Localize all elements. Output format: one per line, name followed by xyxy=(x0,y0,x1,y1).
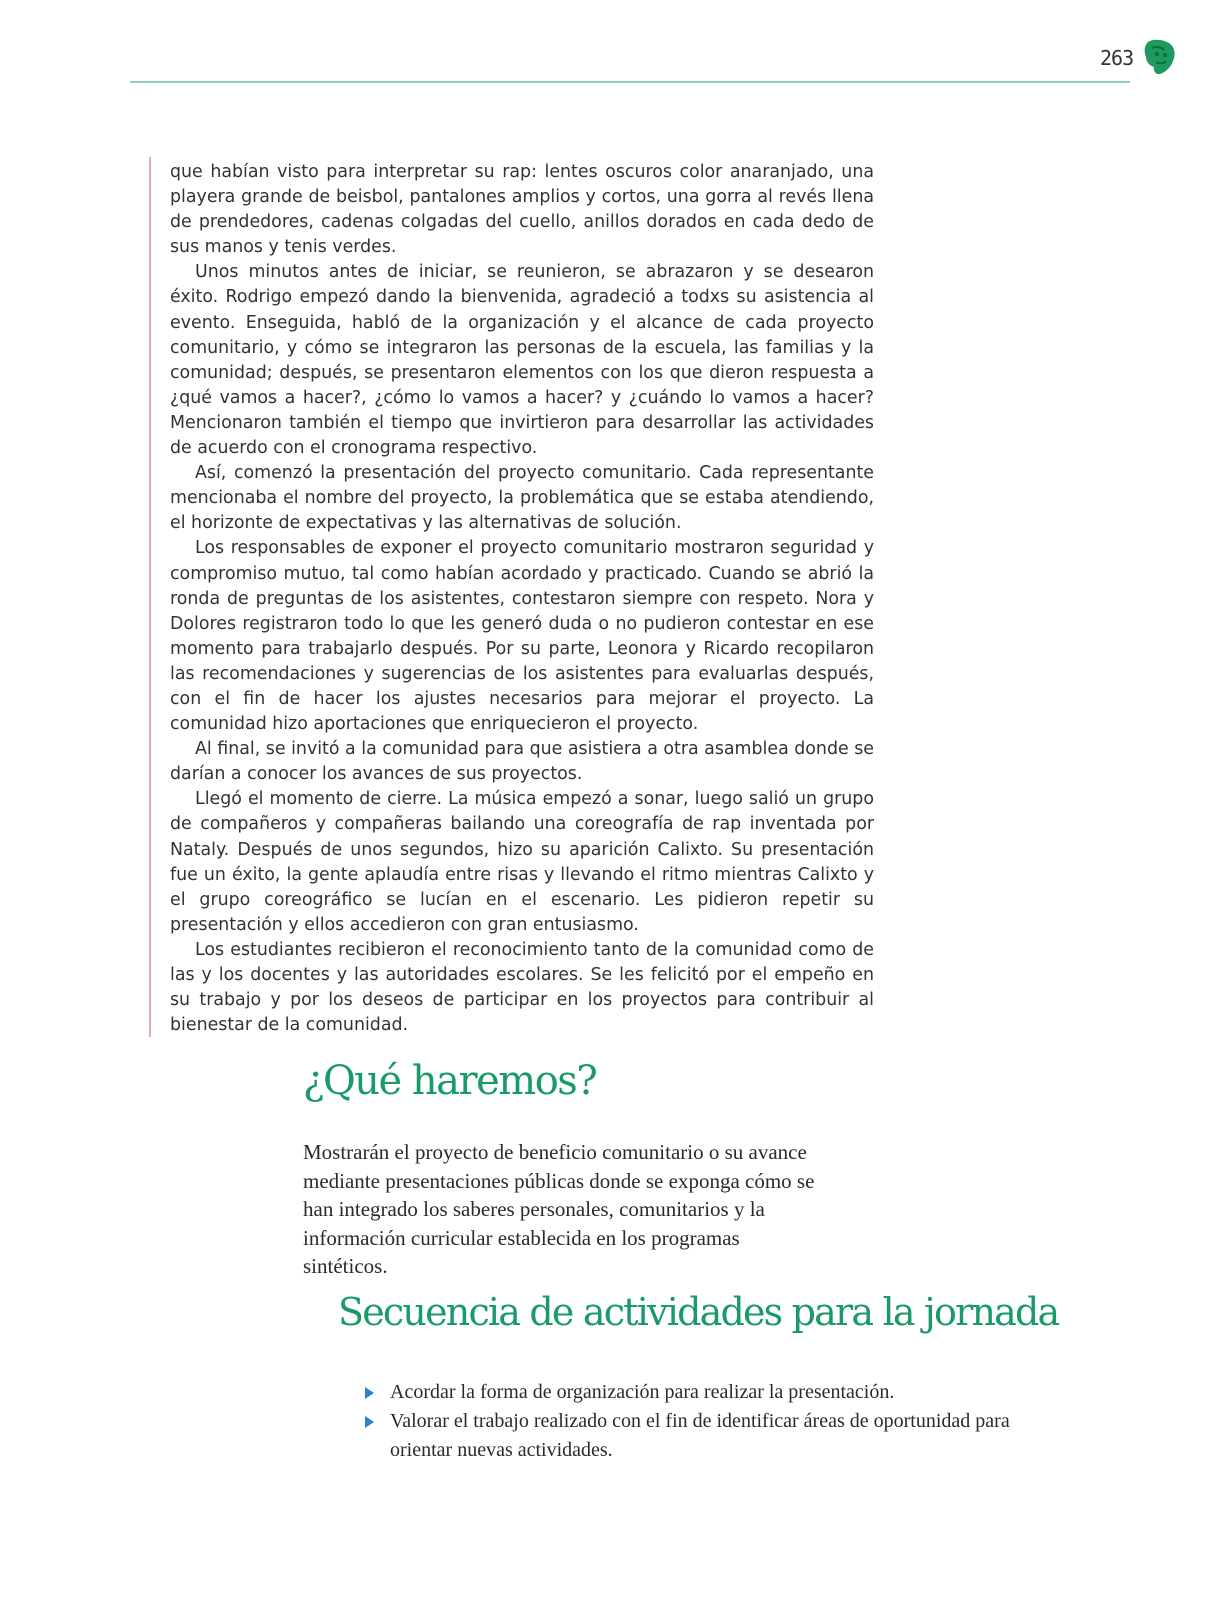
que-haremos-heading: ¿Qué haremos? xyxy=(303,1058,597,1104)
story-paragraph: que habían visto para interpretar su rap: lentes oscuros color anaranjado, una playera grande de beisbol, pantalones amplios y cortos, una gorra al revés llena de prendedores, cadenas colgadas del cuello, anillos dorados en cada dedo de sus manos y tenis verdes. xyxy=(170,162,874,258)
page-number: 263 xyxy=(1100,46,1134,70)
story-paragraph: Unos minutos antes de iniciar, se reunieron, se abrazaron y se desearon éxito. Rodrigo empezó dando la bienvenida, agradeció a todxs su asistencia al evento. Enseguida, habló de la organización y el alcance de cada proyecto comunitario, y cómo se integraron las personas de la escuela, las familias y la comunidad; después, se presentaron elementos con los que dieron respuesta a ¿qué vamos a hacer?, ¿cómo lo vamos a hacer? y ¿cuándo lo vamos a hacer? Mencionaron también el tiempo que invirtieron para desarrollar las actividades de acuerdo con el cronograma respectivo. xyxy=(170,262,874,459)
activities-list xyxy=(362,1378,1022,1465)
triangle-bullet-icon xyxy=(365,1416,374,1428)
story-paragraph: Los responsables de exponer el proyecto comunitario mostraron seguridad y compromiso mutuo, tal como habían acordado y practicado. Cuando se abrió la ronda de preguntas de los asistentes, contestaron siempre con respeto. Nora y Dolores registraron todo lo que les generó duda o no pudieron contestar en ese momento para trabajarlo después. Por su parte, Leonora y Ricardo recopilaron las recomendaciones y sugerencias de los asistentes para evaluarlas después, con el fin de hacer los ajustes necesarios para mejorar el proyecto. La comunidad hizo aportaciones que enriquecieron el proyecto. xyxy=(170,538,874,735)
margin-accent-bar xyxy=(149,157,151,1037)
story-paragraph: Al final, se invitó a la comunidad para que asistiera a otra asamblea donde se darían a conocer los avances de sus proyectos. xyxy=(170,739,874,785)
activity-text: Acordar la forma de organización para realizar la presentación. xyxy=(390,1381,895,1403)
list-item xyxy=(362,1407,1022,1465)
story-paragraph: Los estudiantes recibieron el reconocimiento tanto de la comunidad como de las y los docentes y las autoridades escolares. Se les felicitó por el empeño en su trabajo y por los deseos de participar en los proyectos para contribuir al bienestar de la comunidad. xyxy=(170,939,874,1036)
que-haremos-text: Mostrarán el proyecto de beneficio comunitario o su avance mediante presentaciones públicas donde se exponga cómo se han integrado los saberes personales, comunitarios y la información curricular establecida en los programas sintéticos. xyxy=(303,1140,815,1279)
secuencia-heading: Secuencia de actividades para la jornada xyxy=(338,1290,1059,1334)
triangle-bullet-icon xyxy=(365,1387,374,1399)
header-rule xyxy=(130,81,1130,83)
story-paragraph: Así, comenzó la presentación del proyecto comunitario. Cada representante mencionaba el nombre del proyecto, la problemática que se estaba atendiendo, el horizonte de expectativas y las alternativas de solución. xyxy=(170,463,874,534)
activity-text: Valorar el trabajo realizado con el fin de identificar áreas de oportunidad para orientar nuevas actividades. xyxy=(390,1410,1010,1461)
story-text xyxy=(170,160,874,1038)
story-paragraph: Llegó el momento de cierre. La música empezó a sonar, luego salió un grupo de compañeros y compañeras bailando una coreografía de rap inventada por Nataly. Después de unos segundos, hizo su aparición Calixto. Su presentación fue un éxito, la gente aplaudía entre risas y llevando el ritmo mientras Calixto y el grupo coreográfico se lucían en el escenario. Les pidieron repetir su presentación y ellos accedieron con gran entusiasmo. xyxy=(170,789,874,935)
green-leaf-mascot-icon xyxy=(1142,38,1176,76)
list-item xyxy=(362,1378,1022,1407)
